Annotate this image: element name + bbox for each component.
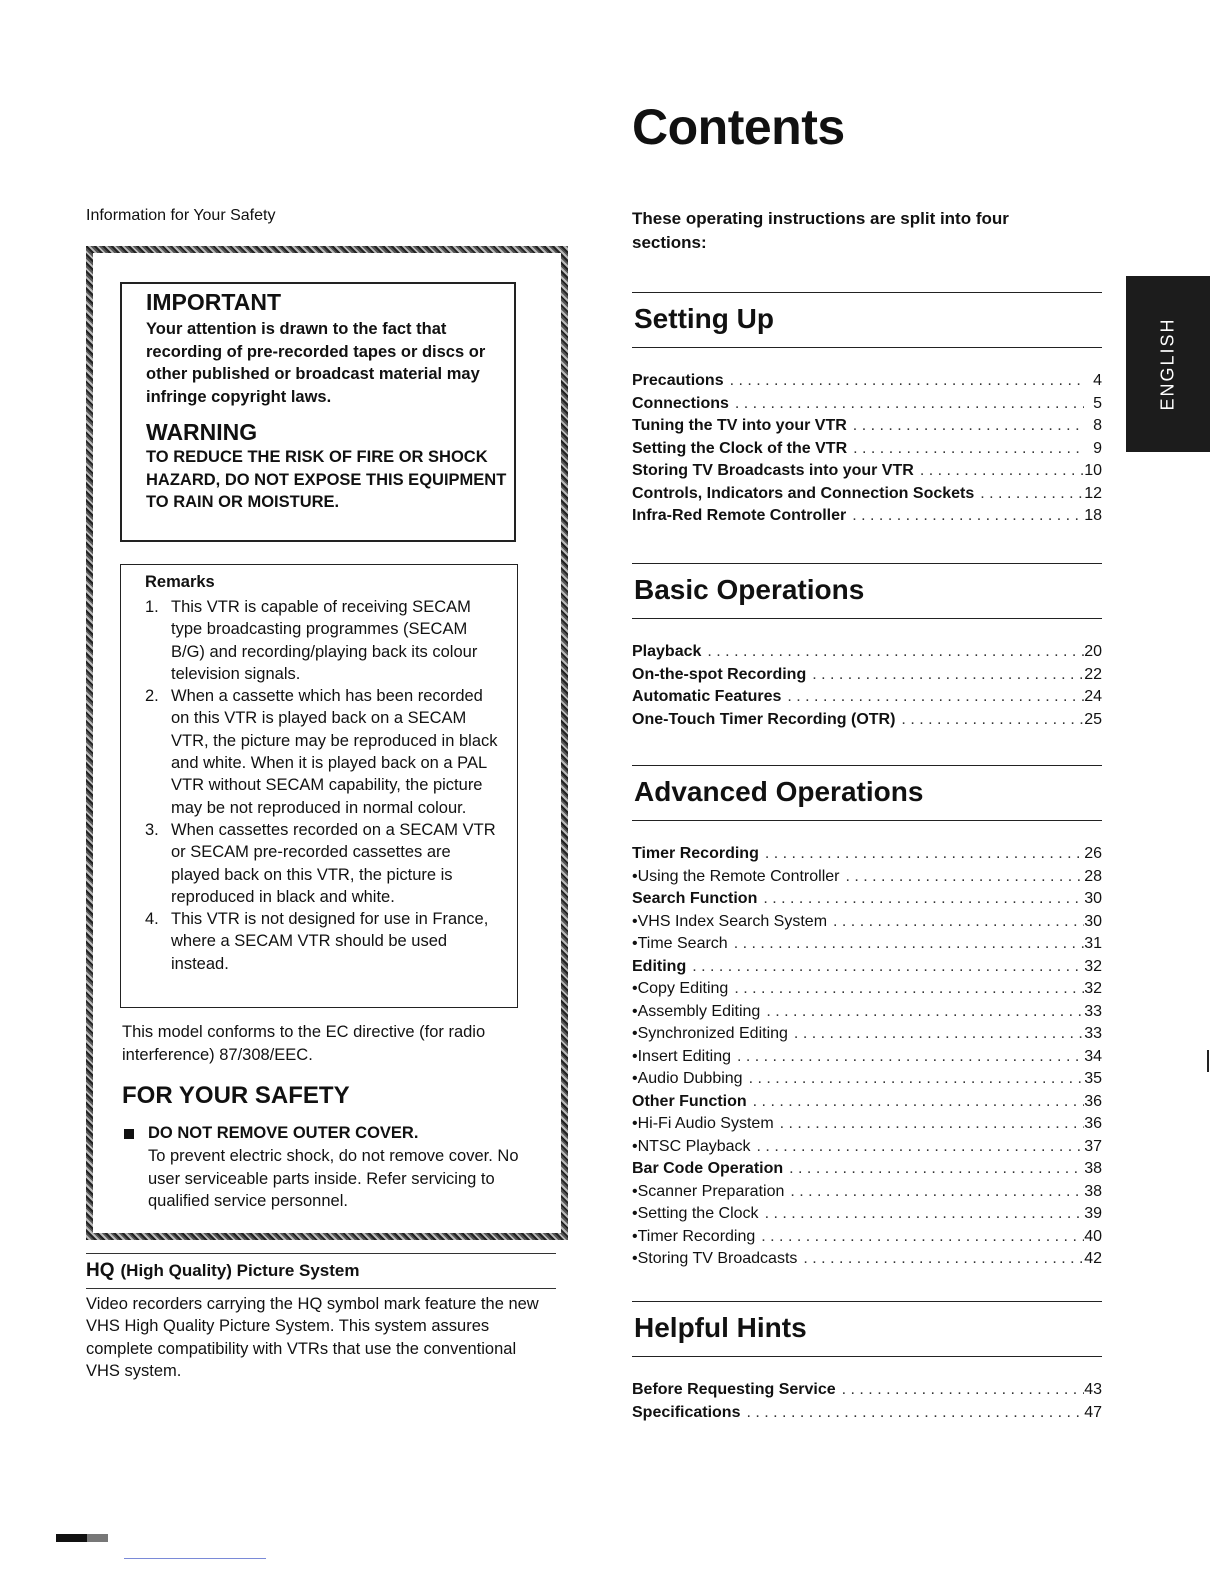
toc-leader-dots [916, 462, 1084, 480]
toc-entry [632, 666, 1102, 689]
toc-entry [632, 980, 1102, 1003]
toc-entry [632, 1381, 1102, 1404]
toc-entry-title: •Storing TV Broadcasts [632, 1250, 798, 1267]
remark-number: 3. [145, 820, 159, 839]
toc-entry-page: 38 [1084, 1160, 1102, 1177]
important-heading: IMPORTANT [146, 289, 282, 315]
remarks-list [145, 596, 501, 975]
toc-entry-page: 43 [1084, 1381, 1102, 1398]
section-advanced-operations [632, 765, 1102, 1273]
section-rule [632, 765, 1102, 766]
toc-leader-dots [790, 1025, 1084, 1043]
remark-number: 1. [145, 598, 159, 616]
toc-entry [632, 1003, 1102, 1026]
section-title: Setting Up [634, 303, 774, 334]
toc-entry-page: 32 [1084, 980, 1102, 997]
toc-entry [632, 1138, 1102, 1161]
section-basic-operations [632, 563, 1102, 733]
toc-entry [632, 1228, 1102, 1251]
important-body: Your attention is drawn to the fact that recording of pre-recorded tapes or discs or other published or broadcast material may infringe copyright laws. [146, 320, 486, 406]
toc-entries [632, 619, 1102, 733]
toc-entry-title: •Scanner Preparation [632, 1182, 785, 1200]
toc-entry-page: 47 [1084, 1403, 1102, 1421]
toc-entry [632, 711, 1102, 734]
toc-entry-title: Search Function [632, 890, 758, 907]
toc-leader-dots [799, 1250, 1084, 1268]
toc-leader-dots [731, 395, 1084, 413]
toc-entry-page: 36 [1084, 1115, 1102, 1132]
remark-item [145, 819, 501, 908]
remark-text: When cassettes recorded on a SECAM VTR or SECAM pre-recorded cassettes are played back on this VTR, the picture is reproduced in black and white. [171, 820, 496, 906]
toc-entry-page: 18 [1084, 507, 1102, 524]
toc-leader-dots [745, 1070, 1084, 1088]
toc-entry-title: •Hi-Fi Audio System [632, 1115, 774, 1132]
toc-entry-page: 37 [1084, 1137, 1102, 1155]
toc-entry-page: 12 [1084, 484, 1102, 502]
section-title: Helpful Hints [634, 1312, 807, 1343]
toc-entry-title: Editing [632, 957, 687, 975]
toc-leader-dots [726, 372, 1084, 390]
toc-leader-dots [730, 980, 1084, 998]
toc-leader-dots [759, 890, 1084, 908]
remark-text: This VTR is capable of receiving SECAM type broadcasting programmes (SECAM B/G) and recording/playing back its colour television signals. [171, 598, 478, 683]
toc-leader-dots [897, 711, 1084, 729]
toc-entry-title: Precautions [632, 372, 724, 389]
toc-entry [632, 935, 1102, 958]
toc-entry-page: 8 [1093, 417, 1102, 434]
toc-entry [632, 1205, 1102, 1228]
toc-entries [632, 821, 1102, 1273]
toc-entry [632, 1093, 1102, 1116]
toc-entry-title: •VHS Index Search System [632, 912, 828, 930]
toc-entry-title: Other Function [632, 1092, 747, 1110]
toc-leader-dots [753, 1138, 1084, 1156]
toc-entry-title: Before Requesting Service [632, 1381, 836, 1398]
toc-entry [632, 1070, 1102, 1093]
toc-entry-title: Setting the Clock of the VTR [632, 439, 848, 457]
toc-leader-dots [785, 1160, 1084, 1178]
hq-rule [86, 1253, 556, 1254]
toc-entry-title: Tuning the TV into your VTR [632, 417, 847, 434]
safety-item [124, 1124, 524, 1213]
toc-entry-title: Playback [632, 643, 702, 660]
toc-entry-page: 32 [1084, 957, 1102, 975]
remark-text: When a cassette which has been recorded on this VTR is played back on a SECAM VTR, the picture may be reproduced in black and white. When it is played back on a PAL VTR without SECAM capability, the picture may be not reproduced in normal colour. [171, 687, 498, 817]
toc-entry-title: Controls, Indicators and Connection Sockets [632, 484, 975, 502]
toc-entry-title: On-the-spot Recording [632, 665, 807, 683]
toc-entry-title: •Time Search [632, 935, 728, 952]
safety-item-lead-text: DO NOT REMOVE OUTER COVER. [148, 1124, 419, 1142]
toc-entry-page: 22 [1084, 665, 1102, 683]
toc-leader-dots [848, 507, 1084, 525]
remark-number: 2. [145, 687, 159, 706]
toc-leader-dots [762, 1003, 1084, 1021]
toc-entry [632, 507, 1102, 530]
hq-description: Video recorders carrying the HQ symbol mark feature the new VHS High Quality Picture System. This system assures complete compatibility with VTRs that use the conventional VHS system. [86, 1295, 539, 1380]
important-box [120, 282, 516, 542]
toc-entry-page: 30 [1084, 890, 1102, 907]
section-title: Advanced Operations [634, 776, 924, 807]
toc-entry [632, 372, 1102, 395]
toc-entry [632, 1404, 1102, 1427]
toc-leader-dots [761, 1205, 1084, 1223]
toc-entry [632, 440, 1102, 463]
safety-item-text: To prevent electric shock, do not remove cover. No user serviceable parts inside. Refer servicing to qualified service personnel. [148, 1147, 519, 1210]
remarks-box [120, 564, 518, 1008]
toc-entry-page: 28 [1084, 867, 1102, 885]
toc-entry [632, 868, 1102, 891]
for-your-safety-heading: FOR YOUR SAFETY [122, 1082, 350, 1109]
toc-entry-page: 30 [1084, 912, 1102, 930]
toc-leader-dots [749, 1093, 1084, 1111]
hq-title-text: (High Quality) Picture System [120, 1261, 360, 1280]
toc-entry [632, 1025, 1102, 1048]
toc-entry-page: 5 [1093, 394, 1102, 412]
toc-leader-dots [976, 485, 1084, 503]
toc-entry-page: 10 [1084, 462, 1102, 479]
square-bullet-icon [124, 1129, 134, 1139]
toc-entry-title: Storing TV Broadcasts into your VTR [632, 462, 914, 479]
toc-entry-page: 36 [1084, 1092, 1102, 1110]
toc-entry-page: 33 [1084, 1002, 1102, 1020]
toc-entry [632, 462, 1102, 485]
toc-entry-page: 40 [1084, 1227, 1102, 1245]
safety-item-lead [124, 1124, 524, 1143]
toc-leader-dots [849, 440, 1084, 458]
toc-entry-title: •Audio Dubbing [632, 1070, 743, 1087]
ec-directive-note: This model conforms to the EC directive (for radio interference) 87/308/EEC. [122, 1023, 486, 1064]
toc-entry [632, 417, 1102, 440]
toc-entry [632, 1115, 1102, 1138]
toc-entry-title: •Setting the Clock [632, 1205, 759, 1222]
remark-item [145, 685, 501, 819]
toc-entry [632, 890, 1102, 913]
toc-entry-title: •Using the Remote Controller [632, 867, 840, 885]
margin-mark [1207, 1050, 1209, 1072]
toc-entry-title: •Timer Recording [632, 1227, 756, 1245]
toc-leader-dots [733, 1048, 1084, 1066]
toc-entries [632, 348, 1102, 530]
warning-heading: WARNING [146, 419, 258, 445]
toc-entry-page: 25 [1084, 710, 1102, 728]
toc-entry-title: •NTSC Playback [632, 1137, 751, 1155]
section-title: Basic Operations [634, 574, 865, 605]
remark-number: 4. [145, 910, 159, 929]
toc-entry-page: 20 [1084, 643, 1102, 660]
hq-rule [86, 1288, 556, 1289]
language-tab-label: ENGLISH [1157, 317, 1178, 411]
toc-leader-dots [841, 868, 1084, 886]
toc-entry [632, 1183, 1102, 1206]
toc-entry [632, 688, 1102, 711]
toc-entry-title: One-Touch Timer Recording (OTR) [632, 710, 896, 728]
toc-entry-title: Automatic Features [632, 688, 782, 705]
toc-entry [632, 1250, 1102, 1273]
toc-entry-title: Specifications [632, 1403, 741, 1421]
toc-leader-dots [703, 643, 1084, 661]
page-corner-mark [56, 1534, 108, 1542]
toc-leader-dots [783, 688, 1084, 706]
toc-entry-page: 24 [1084, 688, 1102, 705]
toc-leader-dots [776, 1115, 1084, 1133]
toc-entry [632, 485, 1102, 508]
toc-entry-page: 4 [1093, 372, 1102, 389]
remarks-heading: Remarks [145, 573, 215, 591]
warning-body: TO REDUCE THE RISK OF FIRE OR SHOCK HAZARD, DO NOT EXPOSE THIS EQUIPMENT TO RAIN OR MOISTURE. [146, 448, 507, 511]
toc-entry [632, 913, 1102, 936]
toc-entry [632, 395, 1102, 418]
toc-entry-title: •Synchronized Editing [632, 1025, 788, 1042]
toc-entry [632, 643, 1102, 666]
toc-intro: These operating instructions are split into four sections: [632, 209, 1009, 252]
toc-leader-dots [808, 666, 1084, 684]
section-helpful-hints [632, 1301, 1102, 1426]
section-rule [632, 563, 1102, 564]
toc-leader-dots [829, 913, 1084, 931]
toc-leader-dots [730, 935, 1084, 953]
toc-entry-page: 31 [1084, 935, 1102, 952]
hq-heading [86, 1260, 360, 1282]
remark-text: This VTR is not designed for use in France, where a SECAM VTR should be used instead. [171, 910, 489, 973]
section-rule [632, 292, 1102, 293]
toc-entry-title: •Insert Editing [632, 1047, 731, 1065]
toc-entry-page: 35 [1084, 1070, 1102, 1087]
section-rule [632, 1301, 1102, 1302]
language-tab [1126, 276, 1210, 452]
toc-entry [632, 845, 1102, 868]
toc-entry-page: 9 [1093, 439, 1102, 457]
toc-leader-dots [742, 1404, 1084, 1422]
toc-entry-page: 34 [1084, 1047, 1102, 1065]
toc-entry-title: Timer Recording [632, 845, 759, 862]
toc-entry-title: Infra-Red Remote Controller [632, 507, 847, 524]
remark-item [145, 596, 501, 685]
toc-entries [632, 1357, 1102, 1426]
safety-label: Information for Your Safety [86, 207, 276, 224]
toc-entry-page: 33 [1084, 1025, 1102, 1042]
toc-entry-page: 39 [1084, 1205, 1102, 1222]
remark-item [145, 908, 501, 975]
section-setting-up [632, 292, 1102, 530]
toc-entry [632, 1048, 1102, 1071]
toc-leader-dots [786, 1183, 1084, 1201]
page-title: Contents [632, 99, 845, 155]
footer-line [124, 1558, 266, 1559]
toc-entry [632, 1160, 1102, 1183]
toc-entry-page: 26 [1084, 845, 1102, 862]
hq-mark: HQ [86, 1260, 115, 1281]
toc-leader-dots [688, 958, 1084, 976]
toc-entry-page: 42 [1084, 1250, 1102, 1267]
toc-leader-dots [761, 845, 1084, 863]
toc-entry-title: Bar Code Operation [632, 1160, 784, 1177]
toc-leader-dots [849, 417, 1084, 435]
toc-leader-dots [838, 1381, 1084, 1399]
toc-entry-page: 38 [1084, 1182, 1102, 1200]
toc-entry-title: •Assembly Editing [632, 1002, 761, 1020]
toc-entry-title: Connections [632, 394, 729, 412]
toc-entry [632, 958, 1102, 981]
toc-entry-title: •Copy Editing [632, 980, 729, 997]
toc-leader-dots [757, 1228, 1084, 1246]
